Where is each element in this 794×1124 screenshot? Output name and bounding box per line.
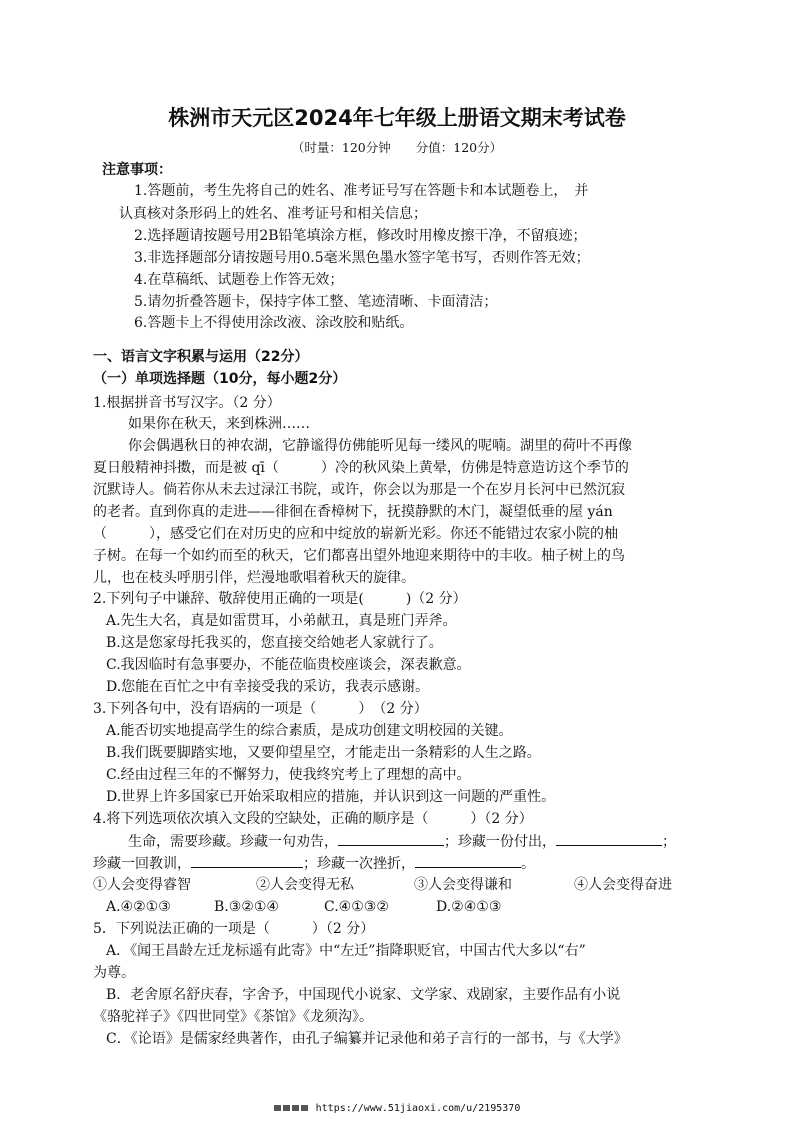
passage-line: 夏日般精神抖擞，而是被 qī（ ）冷的秋风染上黄晕，仿佛是特意造访这个季节的 xyxy=(93,460,629,476)
question-5-line: C．《论语》是儒家经典著作，由孔子编纂并记录他和弟子言行的一部书，与《大学》 xyxy=(106,1031,628,1047)
notice-line: 4.在草稿纸、试题卷上作答无效； xyxy=(134,272,344,288)
question-5-line: 《骆驼祥子》《四世同堂》《茶馆》《龙须沟》。 xyxy=(93,1009,373,1025)
question-4-choice: ②人会变得无私 xyxy=(256,877,354,893)
question-2-option: C.我因临时有急事要办，不能莅临贵校座谈会，深表歉意。 xyxy=(106,657,471,673)
footer-url[interactable] xyxy=(0,1102,794,1116)
notice-line: 认真核对条形码上的姓名、准考证号和相关信息； xyxy=(119,206,427,222)
question-3-stem: 3.下列各句中，没有语病的一项是（ ） （2 分） xyxy=(93,701,428,717)
question-4-choice: ①人会变得睿智 xyxy=(93,877,191,893)
question-2-option: B.这是您家母托我买的，您直接交给她老人家就行了。 xyxy=(106,635,443,651)
question-3-option: A.能否切实地提高学生的综合素质，是成功创建文明校园的关键。 xyxy=(106,723,513,739)
notice-line: 3.非选择题部分请按题号用0.5毫米黑色墨水签字笔书写，否则作答无效； xyxy=(134,250,590,266)
q4-text: ；珍藏一份付出， xyxy=(444,834,556,850)
question-5-line: A．《闻王昌龄左迁龙标遥有此寄》中“左迁”指降职贬官，中国古代大多以“右” xyxy=(106,943,586,959)
part-heading: （一）单项选择题（10分，每小题2分） xyxy=(93,371,347,387)
question-4-line xyxy=(128,831,676,852)
passage-line: 你会偶遇秋日的神农湖，它静谧得仿佛能听见每一缕风的呢喃。湖里的荷叶不再像 xyxy=(128,438,632,454)
q4-text: ； xyxy=(662,834,676,850)
q4-text: 珍藏一回教训， xyxy=(93,856,191,872)
passage-line: 沉默诗人。倘若你从未去过渌江书院，或许，你会以为那是一个在岁月长河中已然沉寂 xyxy=(93,482,625,498)
watermark-logo-icon xyxy=(274,1104,310,1112)
question-4-choice: ④人会变得奋进 xyxy=(574,877,672,893)
passage-line: 的老者。直到你真的走进——徘徊在香樟树下，抚摸静默的木门，凝望低垂的屋 yán xyxy=(93,504,613,520)
question-4-line xyxy=(93,853,535,874)
passage-line: 子树。在每一个如约而至的秋天，它们都喜出望外地迎来期待中的丰收。柚子树上的鸟 xyxy=(93,548,625,564)
question-4-stem: 4.将下列选项依次填入文段的空缺处，正确的顺序是（ ）（2 分） xyxy=(93,811,533,827)
question-3-option: C.经由过程三年的不懈努力，使我终究考上了理想的高中。 xyxy=(106,767,471,783)
q4-text: 生命，需要珍藏。珍藏一句劝告， xyxy=(128,834,338,850)
page-title: 株洲市天元区2024年七年级上册语文期末考试卷 xyxy=(168,106,626,130)
notice-line: 6.答题卡上不得使用涂改液、涂改胶和贴纸。 xyxy=(134,315,414,331)
notice-line: 2.选择题请按题号用2B铅笔填涂方框，修改时用橡皮擦干净，不留痕迹； xyxy=(134,228,587,244)
question-4-answer: D.②④①③ xyxy=(436,899,502,915)
question-2-option: D.您能在百忙之中有幸接受我的采访，我表示感谢。 xyxy=(106,679,430,695)
footer-url-text[interactable]: https://www.51jiaoxi.com/u/2195370 xyxy=(315,1103,521,1114)
question-1-stem: 1.根据拼音书写汉字。（2 分） xyxy=(93,395,281,411)
question-4-answer: A.④②①③ xyxy=(106,899,171,915)
notice-line: 5.请勿折叠答题卡，保持字体工整、笔迹清晰、卡面清洁； xyxy=(134,294,498,310)
blank-line xyxy=(556,831,662,846)
section-heading: 一、语言文字积累与运用（22分） xyxy=(93,349,309,365)
question-2-option: A.先生大名，真是如雷贯耳，小弟献丑，真是班门弄斧。 xyxy=(106,613,457,629)
question-4-choice: ③人会变得谦和 xyxy=(414,877,512,893)
passage-line: 儿，也在枝头呼朋引伴，烂漫地歌唱着秋天的旋律。 xyxy=(93,570,415,586)
passage-line: 如果你在秋天，来到株洲…… xyxy=(128,416,310,432)
question-3-option: D.世界上许多国家已开始采取相应的措施，并认识到这一问题的严重性。 xyxy=(106,789,556,805)
q4-text: 。 xyxy=(521,856,535,872)
question-5-line: B．老舍原名舒庆春，字舍予，中国现代小说家、文学家、戏剧家，主要作品有小说 xyxy=(106,987,621,1003)
notice-heading: 注意事项： xyxy=(102,162,172,178)
question-2-stem: 2.下列句子中谦辞、敬辞使用正确的一项是( )（2 分） xyxy=(93,591,467,607)
question-3-option: B.我们既要脚踏实地，又要仰望星空，才能走出一条精彩的人生之路。 xyxy=(106,745,541,761)
question-5-stem: 5．下列说法正确的一项是（ ）（2 分） xyxy=(93,921,375,937)
blank-line xyxy=(415,853,521,868)
q4-text: ；珍藏一次挫折， xyxy=(303,856,415,872)
question-4-answer: C.④①③② xyxy=(324,899,389,915)
blank-line xyxy=(338,831,444,846)
question-5-line: 为尊。 xyxy=(93,965,135,981)
blank-line xyxy=(191,853,303,868)
exam-subtitle: （时量：120分钟 分值：120分） xyxy=(291,140,503,155)
passage-line: （ ），感受它们在对历史的应和中绽放的崭新光彩。你还不能错过农家小院的柚 xyxy=(93,526,618,542)
notice-line: 1.答题前，考生先将自己的姓名、准考证号写在答题卡和本试题卷上， 并 xyxy=(134,183,589,199)
question-4-answer: B.③②①④ xyxy=(214,899,279,915)
